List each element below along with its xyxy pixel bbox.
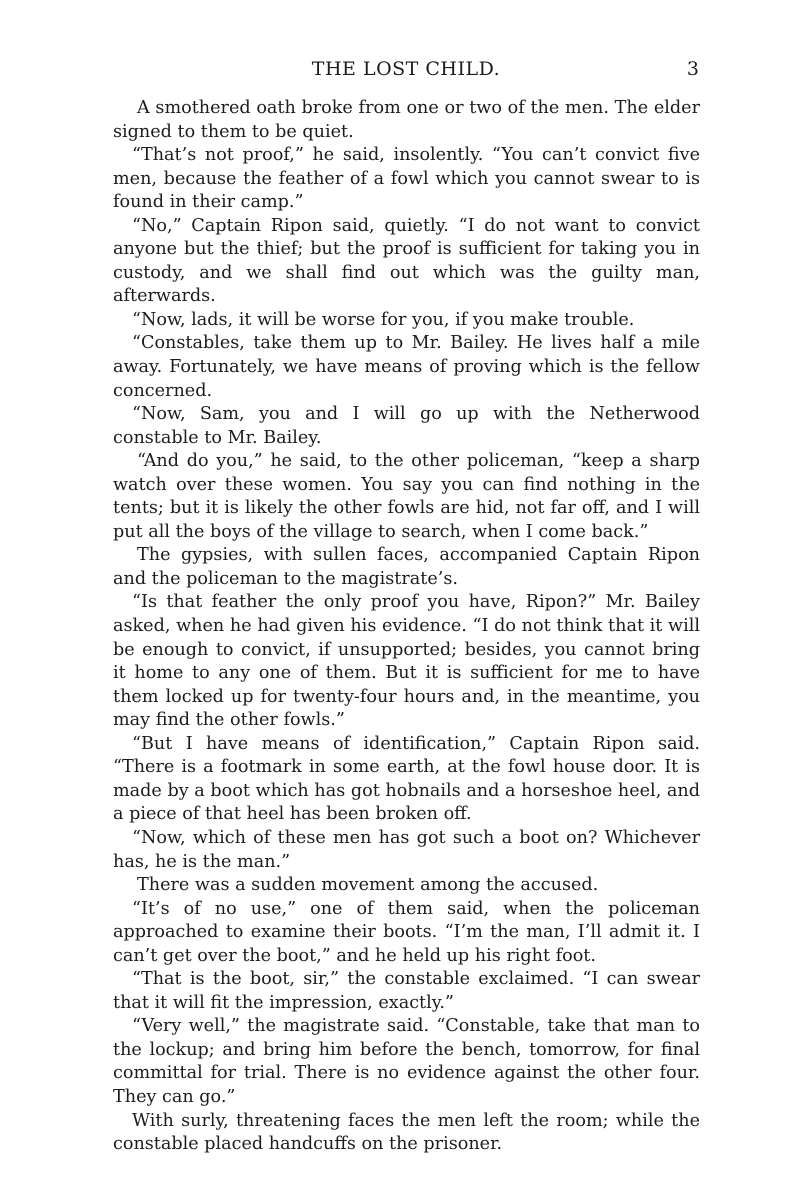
- paragraph: “Now, lads, it will be worse for you, if you make trouble.: [132, 309, 635, 330]
- paragraph: “Is that feather the only proof you have, Ripon?” Mr. Bailey asked, when he had given his evidence. “I do not think that it will be enough to convict, if unsupported; besides, you cannot bring it home to any one of them. But it is sufficient for me to have them locked up for twenty-four hours and, in the meantime, you may find the other fowls.”: [113, 592, 700, 731]
- running-head: [113, 56, 699, 82]
- paragraph: “No,” Captain Ripon said, quietly. “I do not want to convict anyone but the thief; but the proof is sufficient for taking you in custody, and we shall find out which was the guilty man, afterwards.: [113, 215, 700, 307]
- paragraph: “Now, Sam, you and I will go up with the Netherwood constable to Mr. Bailey.: [113, 404, 700, 448]
- page-number: 3: [686, 58, 699, 80]
- paragraph: The gypsies, with sullen faces, accompanied Captain Ripon and the policeman to the magistrate’s.: [113, 545, 700, 589]
- paragraph: “It’s of no use,” one of them said, when the policeman approached to examine their boots. “I’m the man, I’ll admit it. I can’t get over the boot,” and he held up his right foot.: [113, 898, 700, 966]
- paragraph: There was a sudden movement among the accused.: [137, 875, 599, 896]
- paragraph: A smothered oath broke from one or two of the men. The elder signed to them to be quiet.: [113, 98, 700, 142]
- paragraph: “And do you,” he said, to the other policeman, “keep a sharp watch over these women. You say you can find nothing in the tents; but it is likely the other fowls are hid, not far off, and I will put all the boys of the village to search, when I come back.”: [113, 451, 700, 542]
- paragraph: “Constables, take them up to Mr. Bailey. He lives half a mile away. Fortunately, we have means of proving which is the fellow concerned.: [113, 333, 700, 401]
- paragraph: “That is the boot, sir,” the constable exclaimed. “I can swear that it will fit the impression, exactly.”: [113, 969, 700, 1013]
- paragraph: “Very well,” the magistrate said. “Constable, take that man to the lockup; and bring him before the bench, tomorrow, for final committal for trial. There is no evidence against the other four. They can go.”: [113, 1016, 700, 1107]
- paragraph: “But I have means of identification,” Captain Ripon said. “There is a footmark in some earth, at the fowl house door. It is made by a boot which has got hobnails and a horseshoe heel, and a piece of that heel has been broken off.: [113, 733, 700, 825]
- running-title: THE LOST CHILD.: [311, 58, 501, 80]
- body-text: [113, 97, 700, 1157]
- paragraph: “Now, which of these men has got such a boot on? Whichever has, he is the man.”: [113, 827, 700, 872]
- paragraph: “That’s not proof,” he said, insolently. “You can’t convict five men, because the feather of a fowl which you cannot swear to is found in their camp.”: [113, 145, 700, 213]
- paragraph: With surly, threatening faces the men left the room; while the constable placed handcuffs on the prisoner.: [113, 1110, 700, 1155]
